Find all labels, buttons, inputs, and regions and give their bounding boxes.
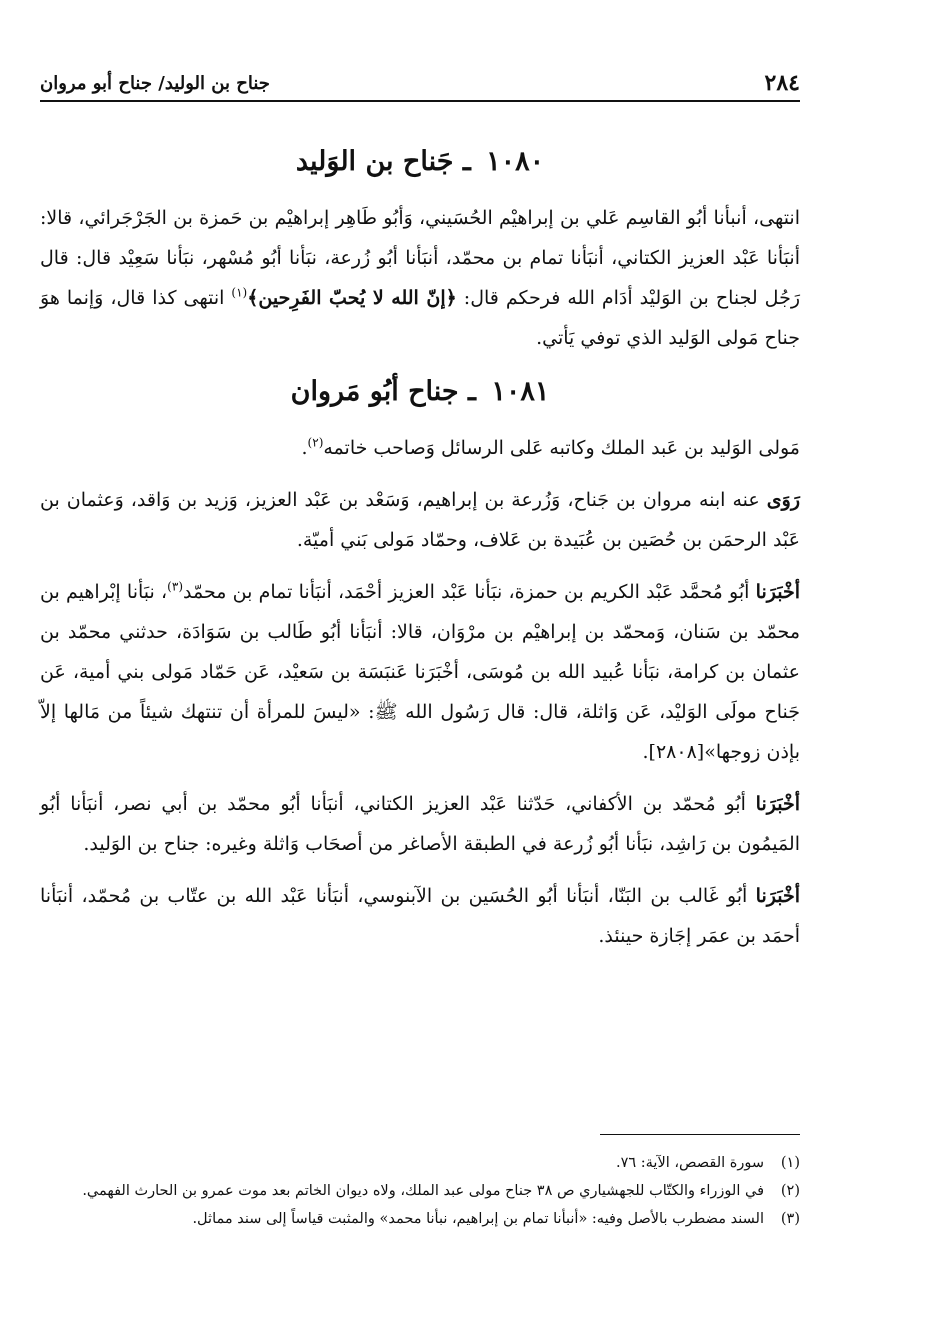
paragraph-text: أبُو مُحمّد بن الأكفاني، حَدّثنا عَبْد العزيز الكتاني، أنبَأنا أبُو محمّد بن أبي نصر، أنبَأنا أبُو المَيمُون بن رَاشِد، نبَأنا أبُو زُرعة في الطبقة الأصاغر من أصحَاب وَاثلة وغيره: جناح بن الوَليد. (40, 793, 800, 855)
running-title: جناح بن الوليد/ جناح أبو مروان (40, 73, 270, 94)
quran-quote: ﴿إنّ الله لا يُحبّ الفَرِحين﴾ (247, 287, 457, 309)
entry-heading-1080 (40, 140, 800, 184)
entry-heading-1081 (40, 370, 800, 414)
paragraph-lead: أخْبَرَنا (755, 581, 800, 603)
footnote-item (40, 1206, 800, 1232)
entry-1081-hadith (40, 572, 800, 772)
entry-1080-paragraph (40, 198, 800, 358)
paragraph-text: أبُو مُحمَّد عَبْد الكريم بن حمزة، نبَأنا عَبْد العزيز أحْمَد، أنبَأنا تمام بن محمّد (183, 581, 756, 603)
footnote-text: السند مضطرب بالأصل وفيه: «أنبأنا تمام بن إبراهيم، نبأنا محمد» والمثبت قياساً إلى سند مماثل. (192, 1211, 764, 1227)
footnote-item (40, 1150, 800, 1176)
paragraph-lead: رَوَى (766, 489, 800, 511)
footnote-item (40, 1178, 800, 1204)
entry-number: ١٠٨١ (491, 376, 550, 407)
paragraph-text: عنه ابنه مروان بن جَناح، وَزُرعة بن إبراهيم، وَسَعْد بن عَبْد العزيز، وَزيد بن وَاقد، وَعثمان بن عَبْد الرحمَن بن حُصَين بن عُبَيدة بن عَلاف، وحمّاد مَولى بَني أميّة. (40, 489, 800, 551)
paragraph-text-continued: . (301, 437, 308, 459)
page-header (40, 52, 800, 102)
footnote-number: (٣) (780, 1211, 800, 1227)
paragraph-text: مَولى الوَليد بن عَبد الملك وكاتبه عَلى الرسائل وَصاحب خاتمه (323, 437, 800, 459)
footnotes (40, 1150, 800, 1234)
footnote-divider (600, 1134, 800, 1135)
entry-1081-tabaqa (40, 784, 800, 864)
paragraph-text-continued: ، نبَأنا إبْراهيم بن محمّد بن سَنان، وَمحمّد بن إبراهيْم بن مرْوَان، قالا: أنبَأنا أبُو طَالب بن سَوَادَة، حدثني محمّد بن عثمان بن كرامة، نبَأنا عُبيد الله بن مُوسَى، أخْبَرَنا عَنبَسَة بن سَعيْد، عَن حَمّاد مَولى بني أمية، عَن جَناح مولَى الوَليْد، عَن وَاثلة، قال: قال رَسُول الله ﷺ: «ليسَ للمرأة أن تنتهك شيئاً من مَالها إلاّ بإذن زوجها»[٢٨٠٨]. (40, 581, 800, 763)
paragraph-text-continued: انتهى كذا قال، وَإنما هوَ جناح مَولى الوَليد الذي توفي يَأتي. (40, 287, 800, 349)
footnote-text: سورة القصص، الآية: ٧٦. (615, 1155, 764, 1171)
page-content (40, 132, 800, 968)
footnote-ref: (٣) (167, 579, 183, 594)
footnote-number: (٢) (780, 1183, 800, 1199)
entry-1081-intro (40, 428, 800, 468)
entry-1081-ijaza (40, 876, 800, 956)
entry-name: جناح أبُو مَروان (290, 376, 459, 407)
entry-dash: ـ (462, 146, 471, 177)
entry-number: ١٠٨٠ (486, 146, 545, 177)
paragraph-lead: أخْبَرَنا (755, 885, 800, 907)
entry-dash: ـ (468, 376, 476, 407)
footnote-number: (١) (780, 1155, 800, 1171)
paragraph-text: أبُو غَالب بن البَنّا، أنبَأنا أبُو الحُسَين بن الآبنوسي، أنبَأنا عَبْد الله بن عتّاب بن مُحمّد، أنبَأنا أحمَد بن عمَر إجَازة حينئذ. (40, 885, 800, 947)
footnote-ref: (١) (231, 285, 248, 300)
book-page (40, 52, 800, 1312)
paragraph-text: انتهى، أنبأنا أبُو القاسِم عَلي بن إبراهيْم الحُسَيني، وَأبُو طَاهِر إبراهيْم بن حَمزة بن الجَرْجَرائي، قالا: أنبَأنا عَبْد العزيز الكتاني، أنبَأنا تمام بن محمّد، أنبَأنا أبُو زُرعة، نبَأنا أبُو مُسْهر، نبَأنا سَعِيْد قال: قال رَجُل لجناح بن الوَليْد أدَام الله فرحكم قال: (40, 207, 800, 309)
footnote-ref: (٢) (307, 435, 324, 450)
entry-1081-narrators (40, 480, 800, 560)
entry-name: جَناح بن الوَليد (295, 146, 454, 177)
footnote-text: في الوزراء والكتّاب للجهشياري ص ٣٨ جناح مولى عبد الملك، ولاه ديوان الخاتم بعد موت عمرو بن الحارث الفهمي. (82, 1183, 764, 1199)
page-number: ٢٨٤ (764, 70, 800, 96)
paragraph-lead: أخْبَرَنا (755, 793, 800, 815)
